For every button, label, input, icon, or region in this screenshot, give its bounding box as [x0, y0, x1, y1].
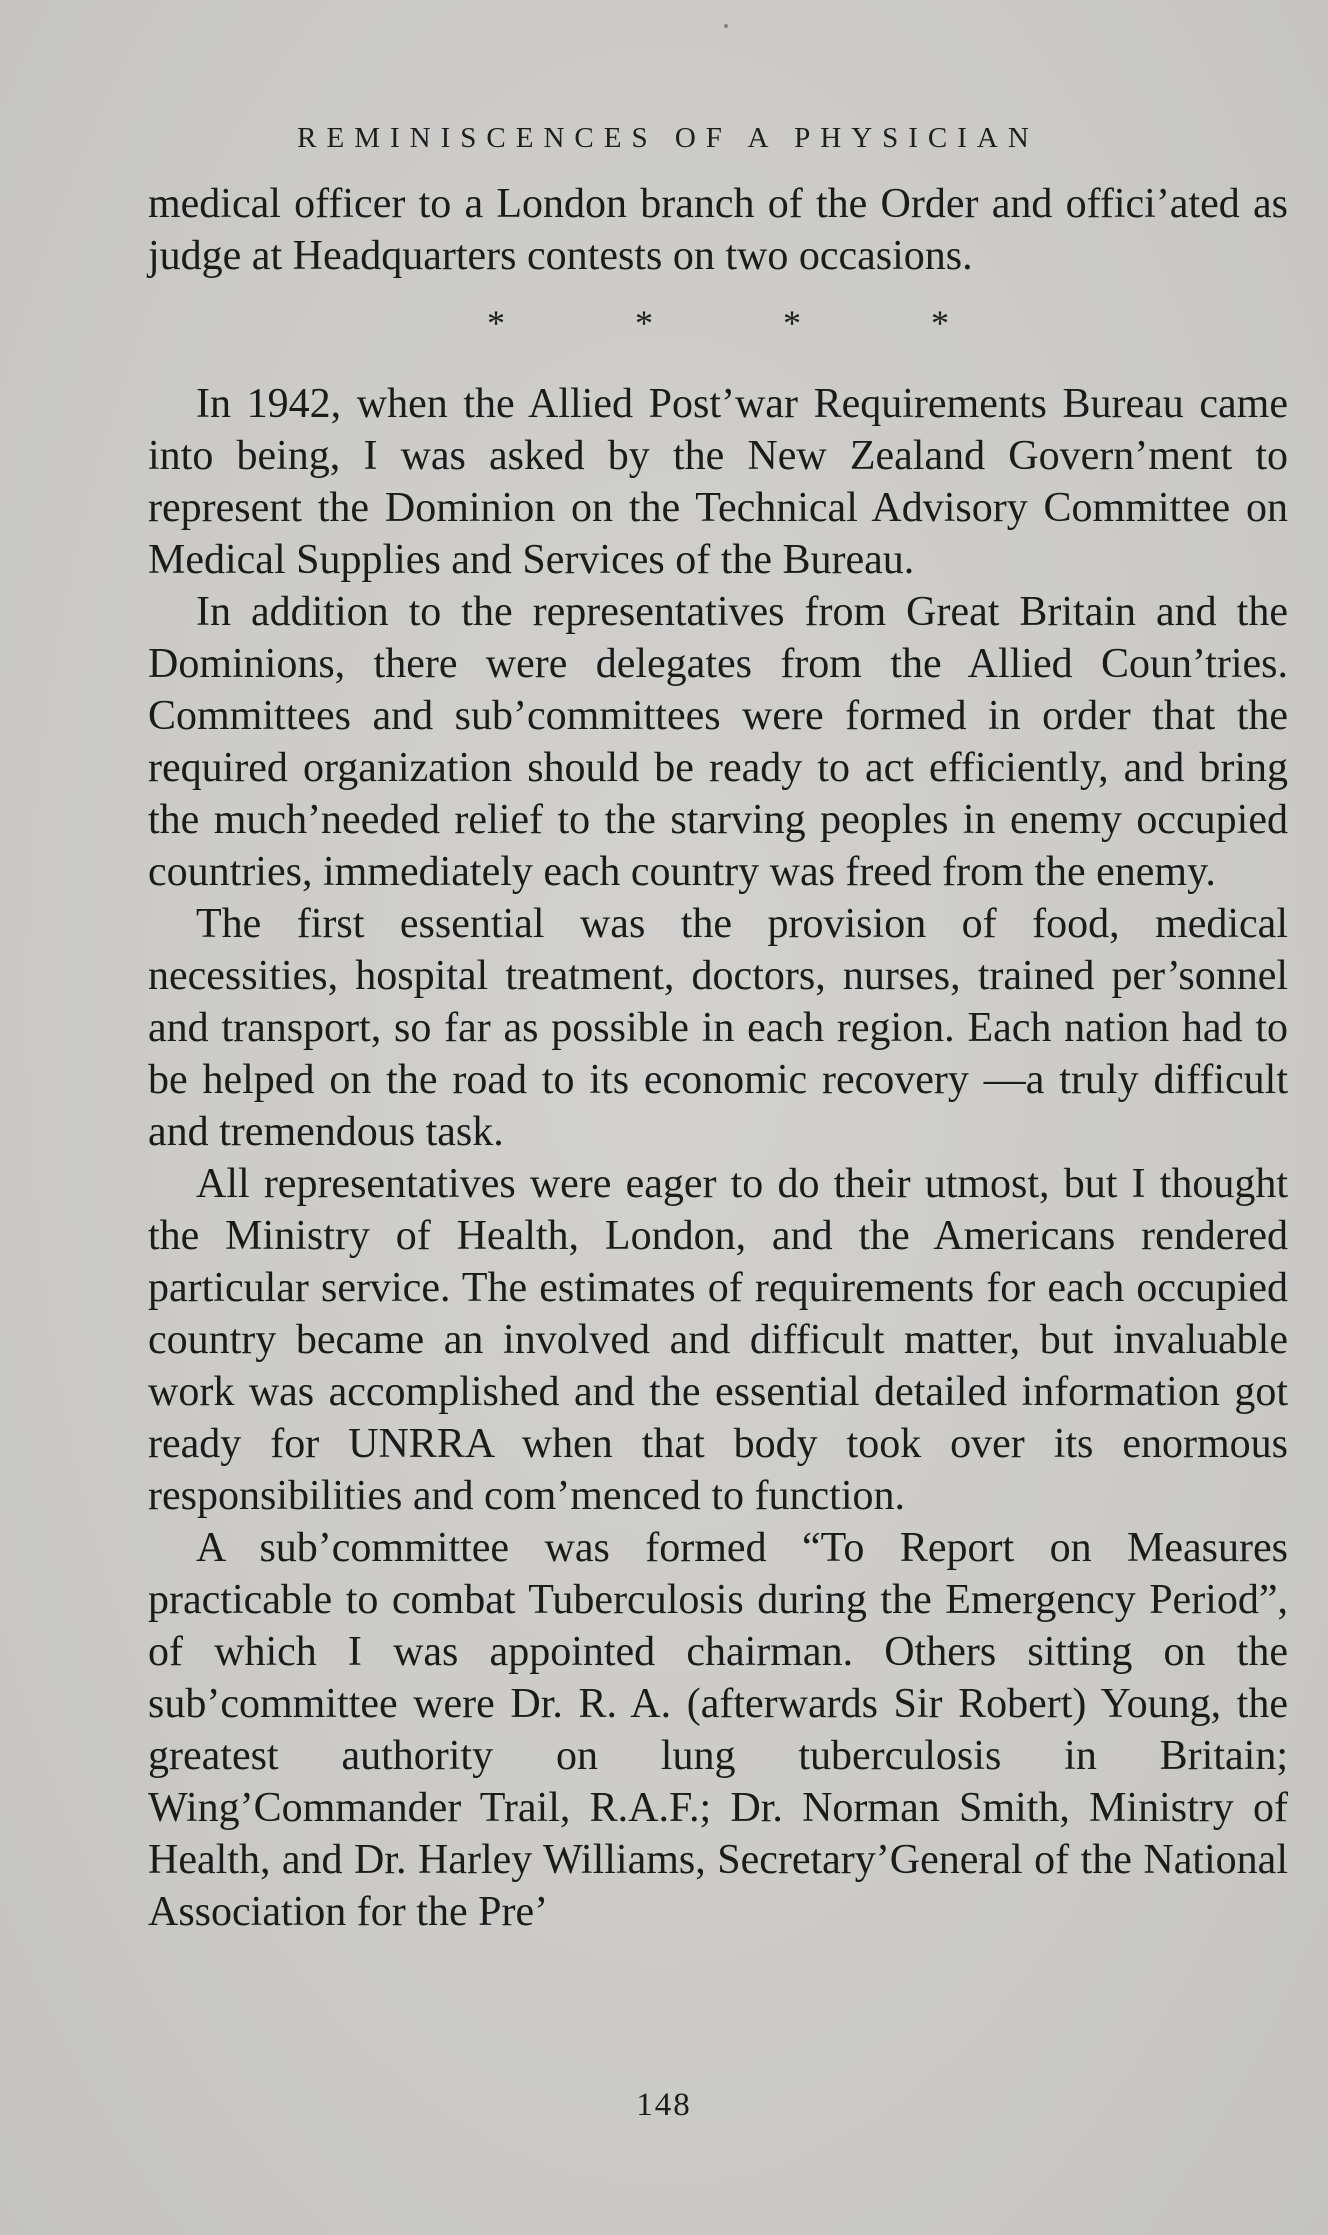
asterisk: *: [635, 303, 653, 343]
continuation-paragraph: medical officer to a London branch of the Order and offici’ated as judge at Headquarters contests on two occasions.: [148, 181, 1288, 279]
asterisk: *: [931, 303, 949, 343]
paragraph: A sub’committee was formed “To Report on Measures practicable to combat Tuberculosis during the Emergency Period”, of which I was appointed chairman. Others sitting on the sub’committee were Dr. R. A. (afterwards Sir Robert) Young, the greatest authority on lung tuberculosis in Britain; Wing’Commander Trail, R.A.F.; Dr. Norman Smith, Ministry of Health, and Dr. Harley Williams, Secretary’General of the National Association for the Pre’: [148, 1525, 1288, 1935]
running-head: REMINISCENCES OF A PHYSICIAN: [297, 122, 1039, 154]
page-number: 148: [636, 2087, 692, 2123]
paragraph: In addition to the representatives from Great Britain and the Dominions, there were delegates from the Allied Coun’tries. Committees and sub’committees were formed in order that the required organization should be ready to act efficiently, and bring the much’needed relief to the starving peoples in enemy occupied countries, immediately each country was freed from the enemy.: [148, 589, 1288, 895]
body-text: [148, 178, 1288, 1938]
paper-speck: [724, 24, 728, 28]
asterisk: *: [487, 303, 505, 343]
paragraph: All representatives were eager to do their utmost, but I thought the Ministry of Health, London, and the Americans rendered particular service. The estimates of requirements for each occupied country became an involved and difficult matter, but invaluable work was accomplished and the essential detailed information got ready for UNRRA when that body took over its enormous responsibilities and com’menced to function.: [148, 1161, 1288, 1519]
section-separator: [148, 292, 1288, 354]
asterisk: *: [783, 303, 801, 343]
paragraph: The first essential was the provision of food, medical necessities, hospital treatment, doctors, nurses, trained per’sonnel and transport, so far as possible in each region. Each nation had to be helped on the road to its economic recovery —a truly difficult and tremendous task.: [148, 901, 1288, 1155]
paragraph: In 1942, when the Allied Post’war Requirements Bureau came into being, I was asked by the New Zealand Govern’ment to represent the Dominion on the Technical Advisory Committee on Medical Supplies and Services of the Bureau.: [148, 381, 1288, 583]
